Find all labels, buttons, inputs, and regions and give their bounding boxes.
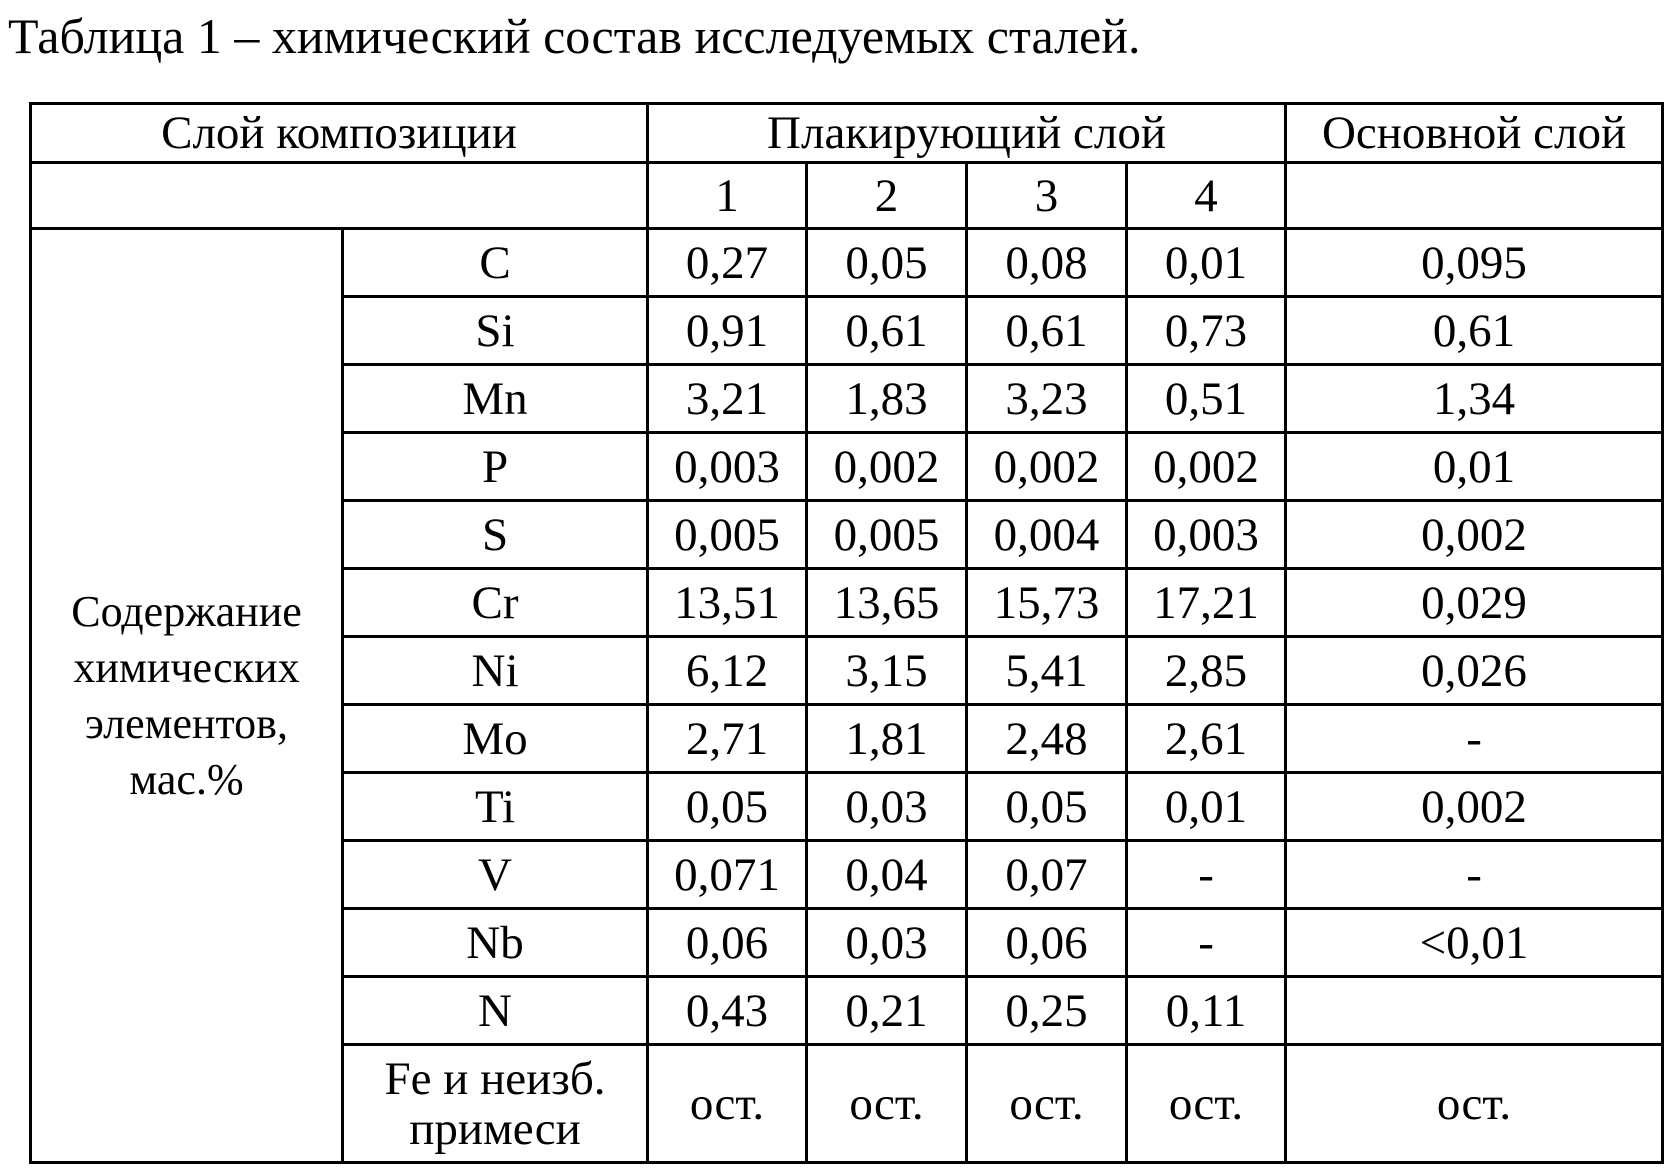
clad-number: 3 [967,163,1127,229]
value-cell: 0,05 [807,229,967,297]
value-cell [1286,977,1663,1045]
value-cell: 0,61 [1286,297,1663,365]
value-cell: ост. [1286,1045,1663,1163]
value-cell: 5,41 [967,637,1127,705]
value-cell: 0,002 [967,433,1127,501]
clad-number: 4 [1127,163,1286,229]
value-cell: 0,08 [967,229,1127,297]
value-cell: 0,005 [648,501,807,569]
value-cell: 15,73 [967,569,1127,637]
value-cell: 0,11 [1127,977,1286,1045]
element-name: Cr [343,569,648,637]
value-cell: 0,61 [967,297,1127,365]
value-cell: 0,61 [807,297,967,365]
value-cell: 0,07 [967,841,1127,909]
header-base-layer: Основной слой [1286,104,1663,163]
value-cell: ост. [967,1045,1127,1163]
header-layer: Слой композиции [31,104,648,163]
clad-number: 1 [648,163,807,229]
value-cell: 0,026 [1286,637,1663,705]
value-cell: 0,01 [1286,433,1663,501]
value-cell: 0,05 [967,773,1127,841]
group-label: Содержание химических элементов, мас.% [31,229,343,1163]
value-cell: 0,002 [807,433,967,501]
value-cell: 2,48 [967,705,1127,773]
value-cell: 0,25 [967,977,1127,1045]
element-name: Mn [343,365,648,433]
element-name: C [343,229,648,297]
element-name: Nb [343,909,648,977]
chemical-composition-table [29,102,1664,1164]
header-row [31,104,1663,163]
value-cell: - [1127,841,1286,909]
value-cell: - [1286,705,1663,773]
header-clad-layer: Плакирующий слой [648,104,1286,163]
element-name: Ti [343,773,648,841]
value-cell: 0,06 [648,909,807,977]
value-cell: 17,21 [1127,569,1286,637]
value-cell: 0,071 [648,841,807,909]
value-cell: 0,029 [1286,569,1663,637]
value-cell: 0,01 [1127,229,1286,297]
subheader-row [31,163,1663,229]
value-cell: 0,27 [648,229,807,297]
element-name: V [343,841,648,909]
value-cell: 1,81 [807,705,967,773]
value-cell: 13,65 [807,569,967,637]
element-name: P [343,433,648,501]
value-cell: ост. [1127,1045,1286,1163]
value-cell: 0,005 [807,501,967,569]
value-cell: 2,71 [648,705,807,773]
empty-cell [31,163,648,229]
element-name: Ni [343,637,648,705]
value-cell: 0,002 [1286,773,1663,841]
element-name: N [343,977,648,1045]
value-cell: 0,04 [807,841,967,909]
table-row [31,229,1663,297]
value-cell: 0,21 [807,977,967,1045]
element-name: Si [343,297,648,365]
value-cell: 0,73 [1127,297,1286,365]
value-cell: 0,06 [967,909,1127,977]
value-cell: 0,004 [967,501,1127,569]
value-cell: - [1127,909,1286,977]
value-cell: 3,23 [967,365,1127,433]
value-cell: 0,43 [648,977,807,1045]
value-cell: ост. [648,1045,807,1163]
value-cell: <0,01 [1286,909,1663,977]
value-cell: - [1286,841,1663,909]
element-name: S [343,501,648,569]
value-cell: 1,83 [807,365,967,433]
value-cell: 2,85 [1127,637,1286,705]
value-cell: 0,095 [1286,229,1663,297]
value-cell: 6,12 [648,637,807,705]
value-cell: 3,21 [648,365,807,433]
value-cell: 0,002 [1286,501,1663,569]
value-cell: 0,003 [648,433,807,501]
value-cell: 0,51 [1127,365,1286,433]
value-cell: 1,34 [1286,365,1663,433]
value-cell: 0,03 [807,773,967,841]
value-cell: ост. [807,1045,967,1163]
value-cell: 0,05 [648,773,807,841]
clad-number: 2 [807,163,967,229]
empty-cell [1286,163,1663,229]
element-name: Fe и неизб. примеси [343,1045,648,1163]
value-cell: 0,01 [1127,773,1286,841]
value-cell: 0,03 [807,909,967,977]
value-cell: 3,15 [807,637,967,705]
table-title: Таблица 1 – химический состав исследуемых сталей. [8,8,1141,64]
value-cell: 0,91 [648,297,807,365]
value-cell: 2,61 [1127,705,1286,773]
value-cell: 0,003 [1127,501,1286,569]
value-cell: 0,002 [1127,433,1286,501]
element-name: Mo [343,705,648,773]
value-cell: 13,51 [648,569,807,637]
